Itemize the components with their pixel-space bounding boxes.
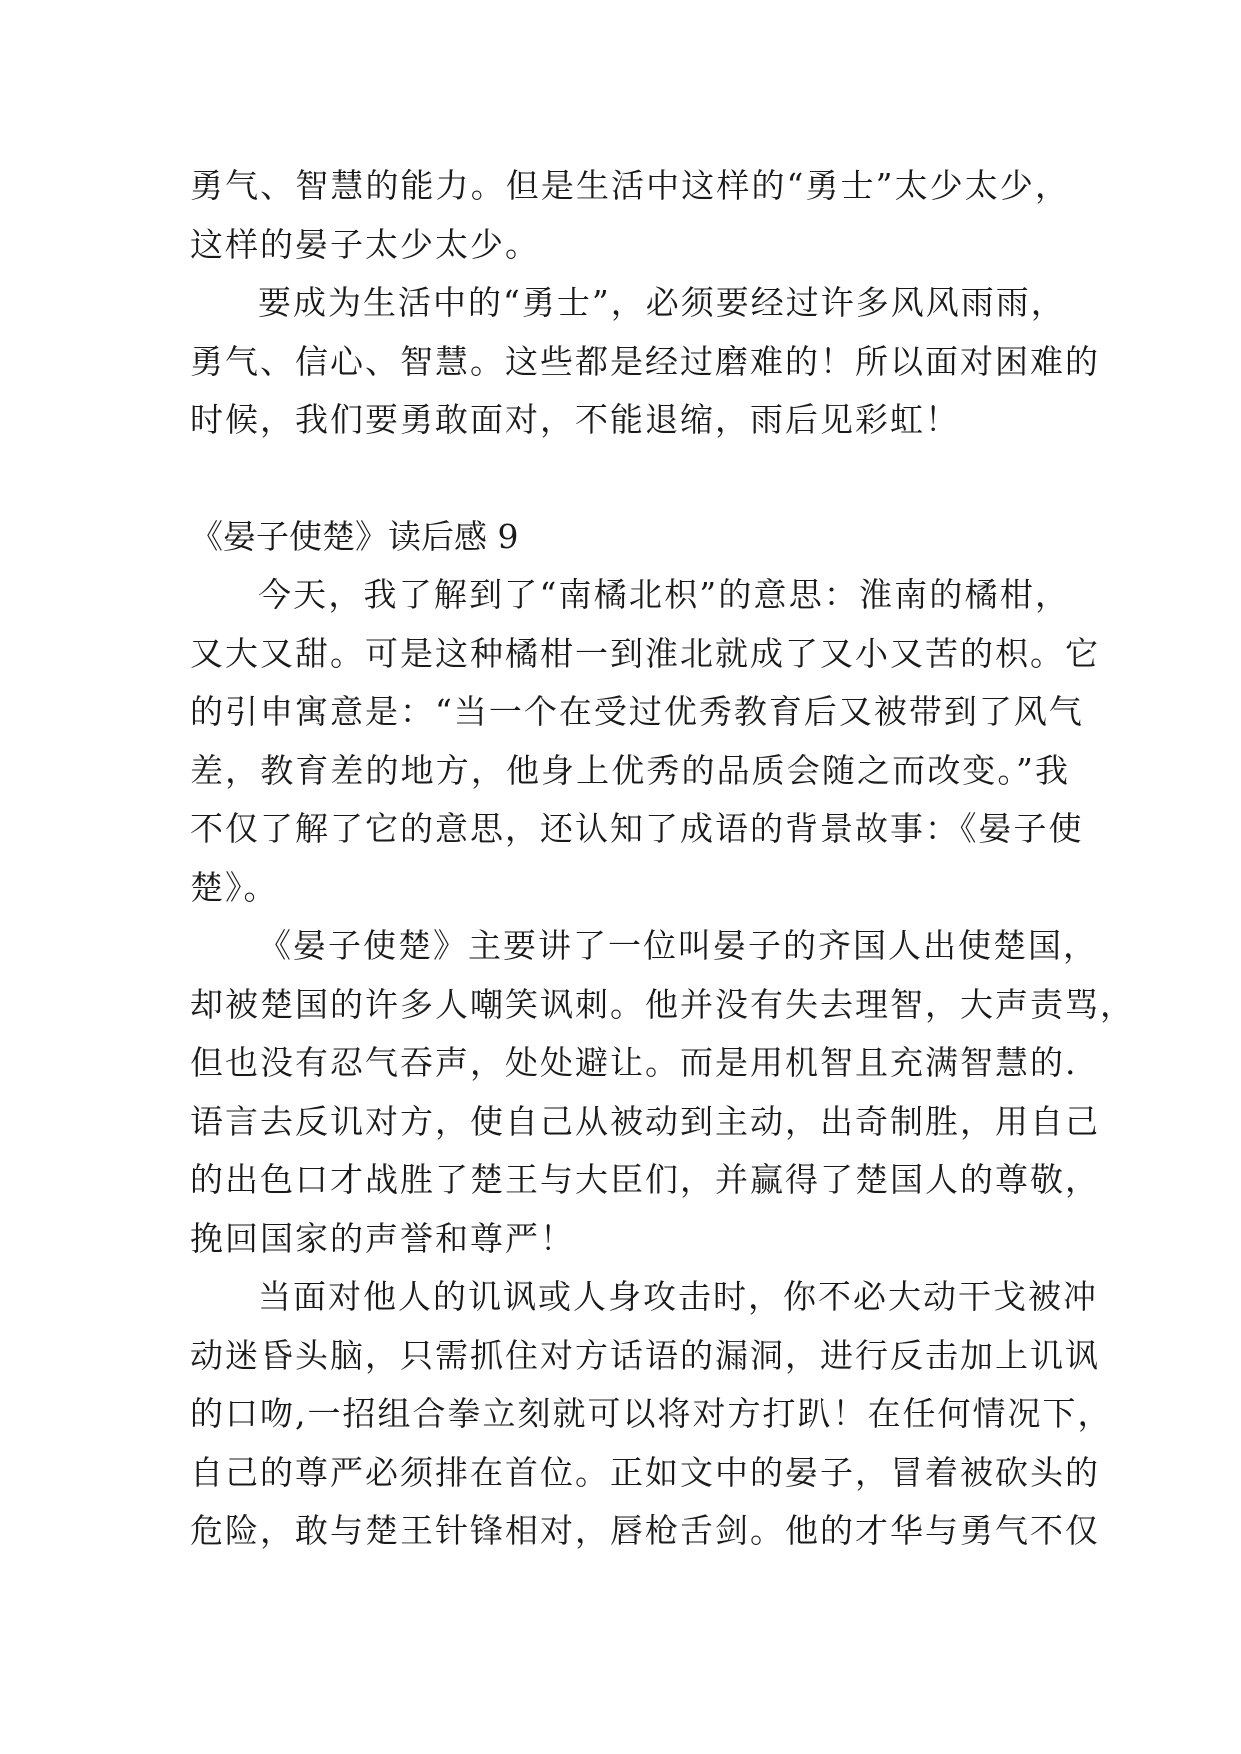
paragraph-line: 当面对他人的讥讽或人身攻击时，你不必大动干戈被冲 [258, 1277, 1098, 1316]
paragraph-line: 挽回国家的声誉和尊严！ [190, 1219, 575, 1258]
paragraph-line: 时候，我们要勇敢面对，不能退缩，雨后见彩虹！ [190, 400, 960, 439]
paragraph-line: 却被楚国的许多人嘲笑讽刺。他并没有失去理智，大声责骂， [190, 985, 1135, 1024]
paragraph-line: 语言去反讥对方，使自己从被动到主动，出奇制胜，用自己 [190, 1102, 1100, 1141]
paragraph-line: 自己的尊严必须排在首位。正如文中的晏子，冒着被砍头的 [190, 1453, 1100, 1492]
paragraph-line: 动迷昏头脑，只需抓住对方话语的漏洞，进行反击加上讥讽 [190, 1336, 1100, 1375]
paragraph-line: 勇气、智慧的能力。但是生活中这样的“勇士”太少太少， [190, 166, 1070, 205]
paragraph-line: 《晏子使楚》主要讲了一位叫晏子的齐国人出使楚国， [258, 926, 1098, 965]
paragraph-line: 又大又甜。可是这种橘柑一到淮北就成了又小又苦的枳。它 [190, 634, 1100, 673]
paragraph-line: 楚》。 [190, 868, 279, 907]
section-heading: 《晏子使楚》读后感 9 [190, 517, 519, 556]
paragraph-line: 差，教育差的地方，他身上优秀的品质会随之而改变。”我 [190, 751, 1070, 790]
paragraph-line: 危险，敢与楚王针锋相对，唇枪舌剑。他的才华与勇气不仅 [190, 1511, 1100, 1550]
paragraph-line: 要成为生活中的“勇士”，必须要经过许多风风雨雨， [258, 283, 1066, 322]
paragraph-line: 的口吻,一招组合拳立刻就可以将对方打趴！在任何情况下， [190, 1394, 1113, 1433]
paragraph-line: 这样的晏子太少太少。 [190, 225, 540, 264]
paragraph-line: 但也没有忍气吞声，处处避让。而是用机智且充满智慧的. [190, 1043, 1078, 1082]
paragraph-line: 勇气、信心、智慧。这些都是经过磨难的！所以面对困难的 [190, 342, 1100, 381]
paragraph-line: 的出色口才战胜了楚王与大臣们，并赢得了楚国人的尊敬， [190, 1160, 1100, 1199]
paragraph-line: 不仅了解了它的意思，还认知了成语的背景故事：《晏子使 [190, 809, 1084, 848]
paragraph-line: 今天，我了解到了“南橘北枳”的意思：淮南的橘柑， [258, 575, 1070, 614]
paragraph-line: 的引申寓意是：“当一个在受过优秀教育后又被带到了风气 [190, 692, 1084, 731]
